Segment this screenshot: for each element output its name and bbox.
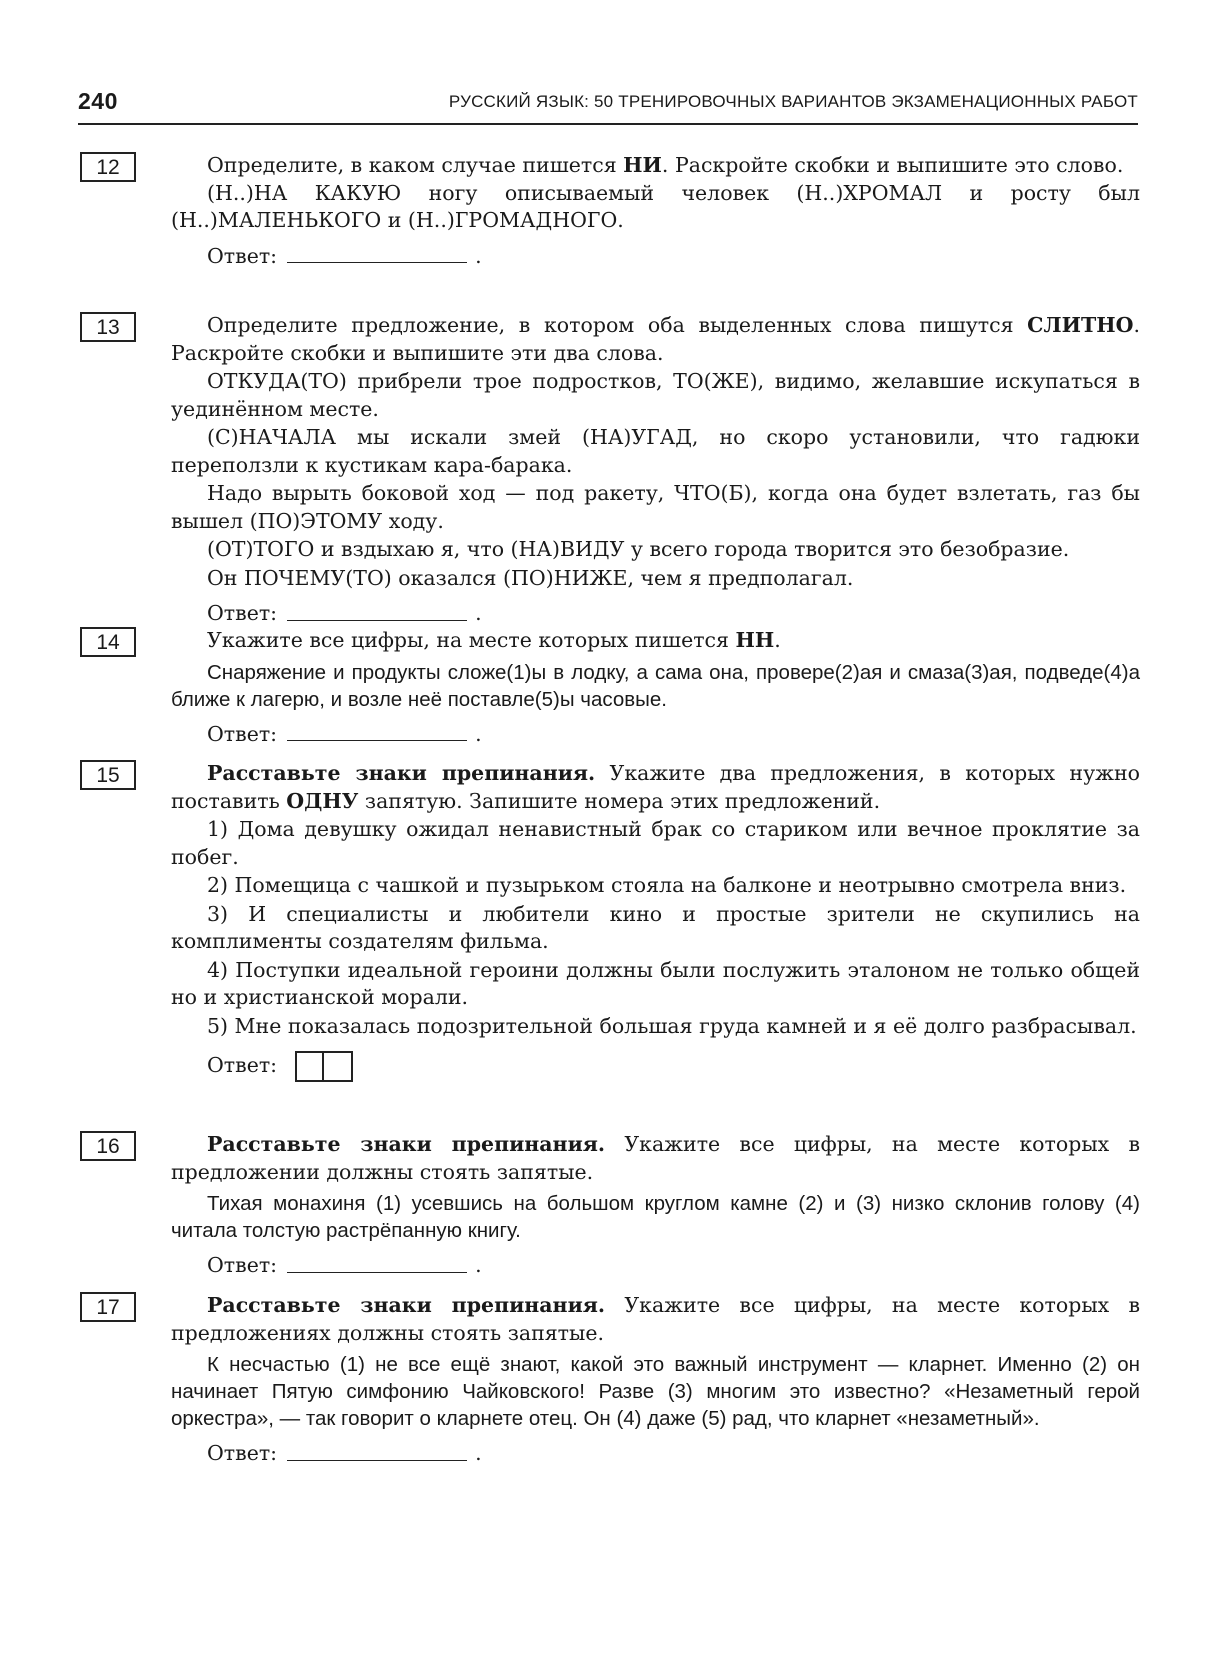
task-number-box: 12 (80, 152, 136, 182)
task-body (171, 1292, 1140, 1470)
option-3: 3) И специалисты и любители кино и простые зрители не скупились на комплименты создателям фильма. (171, 901, 1140, 953)
answer-field[interactable] (171, 1050, 1140, 1082)
task-number-box: 16 (80, 1131, 136, 1161)
answer-line[interactable] (287, 604, 467, 621)
task-number-box: 14 (80, 627, 136, 657)
task-body (171, 312, 1140, 630)
answer-label: Ответ: (207, 1053, 278, 1078)
task-text: (Н..)НА КАКУЮ ногу описываемый человек (Н..)ХРОМАЛ и росту был (Н..)МАЛЕНЬКОГО и (Н..)ГРОМАДНОГО. (171, 180, 1140, 232)
task-number-box: 17 (80, 1292, 136, 1322)
task-body (171, 760, 1140, 1082)
answer-field[interactable]: Ответ: . (171, 1438, 1140, 1470)
answer-boxes[interactable] (295, 1051, 353, 1082)
answer-field[interactable]: Ответ: . (171, 598, 1140, 630)
task-body (171, 152, 1140, 273)
answer-field[interactable]: Ответ: . (171, 1250, 1140, 1282)
sentence-3: Надо вырыть боковой ход — под ракету, ЧТО(Б), когда она будет взлетать, газ бы вышел (ПО)ЭТОМУ ходу. (171, 481, 1140, 533)
task-text: Снаряжение и продукты сложе(1)ы в лодку, а сама она, провере(2)ая и смаза(3)ая, подведе(4)а ближе к лагерю, и возле неё поставле(5)ы часовые. (171, 660, 1140, 711)
task-instruction: Расставьте знаки препинания. Укажите все цифры, на месте которых в предложении должны стоять запятые. (171, 1132, 1140, 1184)
answer-label: Ответ: (207, 601, 278, 626)
sentence-4: (ОТ)ТОГО и вздыхаю я, что (НА)ВИДУ у всего города творится это безобразие. (207, 537, 1070, 561)
task-instruction: Определите предложение, в котором оба выделенных слова пишутся СЛИТНО. Раскройте скобки и выпишите эти два слова. (171, 313, 1140, 365)
answer-line[interactable] (287, 1444, 467, 1461)
option-2: 2) Помещица с чашкой и пузырьком стояла на балконе и неотрывно смотрела вниз. (207, 873, 1127, 897)
answer-line[interactable] (287, 246, 467, 263)
task-instruction: Расставьте знаки препинания. Укажите все цифры, на месте которых в предложениях должны стоять запятые. (171, 1293, 1140, 1345)
answer-label: Ответ: (207, 1441, 278, 1466)
answer-line[interactable] (287, 1256, 467, 1273)
answer-label: Ответ: (207, 243, 278, 268)
sentence-5: Он ПОЧЕМУ(ТО) оказался (ПО)НИЖЕ, чем я предполагал. (207, 565, 854, 590)
option-1: 1) Дома девушку ожидал ненавистный брак со стариком или вечное проклятие за побег. (171, 817, 1140, 869)
task-number-box: 15 (80, 760, 136, 790)
answer-box-1[interactable] (295, 1051, 324, 1082)
option-5: 5) Мне показалась подозрительной большая груда камней и я её долго разбрасывал. (207, 1013, 1137, 1038)
task-instruction: Укажите все цифры, на месте которых пишется НН. (207, 628, 781, 652)
answer-line[interactable] (287, 724, 467, 741)
header-divider (78, 123, 1138, 125)
sentence-2: (С)НАЧАЛА мы искали змей (НА)УГАД, но скоро установили, что гадюки переползли к кустикам кара-барака. (171, 425, 1140, 477)
task-text: Тихая монахиня (1) усевшись на большом круглом камне (2) и (3) низко склонив голову (4) читала толстую растрёпанную книгу. (171, 1192, 1140, 1242)
task-instruction: Определите, в каком случае пишется НИ. Раскройте скобки и выпишите это слово. (207, 153, 1124, 177)
task-body (171, 1131, 1140, 1282)
sentence-1: ОТКУДА(ТО) прибрели трое подростков, ТО(ЖЕ), видимо, желавшие искупаться в уединённом месте. (171, 369, 1140, 421)
answer-box-2[interactable] (324, 1051, 353, 1082)
answer-label: Ответ: (207, 721, 278, 746)
option-4: 4) Поступки идеальной героини должны были послужить эталоном не только общей но и христианской морали. (171, 957, 1140, 1009)
answer-field[interactable]: Ответ: . (171, 241, 1140, 273)
page-number: 240 (78, 88, 118, 114)
task-number-box: 13 (80, 312, 136, 342)
answer-field[interactable]: Ответ: . (171, 719, 1140, 751)
running-title: РУССКИЙ ЯЗЫК: 50 ТРЕНИРОВОЧНЫХ ВАРИАНТОВ ЭКЗАМЕНАЦИОННЫХ РАБОТ (448, 92, 1138, 111)
task-text: К несчастью (1) не все ещё знают, какой это важный инструмент — кларнет. Именно (2) он начинает Пятую симфонию Чайковского! Разве (3) многим это известно? «Незаметный герой оркестра», — так говорит о кларнете отец. Он (4) даже (5) рад, что кларнет «незаметный». (171, 1353, 1140, 1430)
task-instruction: Расставьте знаки препинания. Укажите два предложения, в которых нужно поставить ОДНУ запятую. Запишите номера этих предложений. (171, 761, 1140, 813)
answer-label: Ответ: (207, 1253, 278, 1278)
task-body (171, 627, 1140, 751)
